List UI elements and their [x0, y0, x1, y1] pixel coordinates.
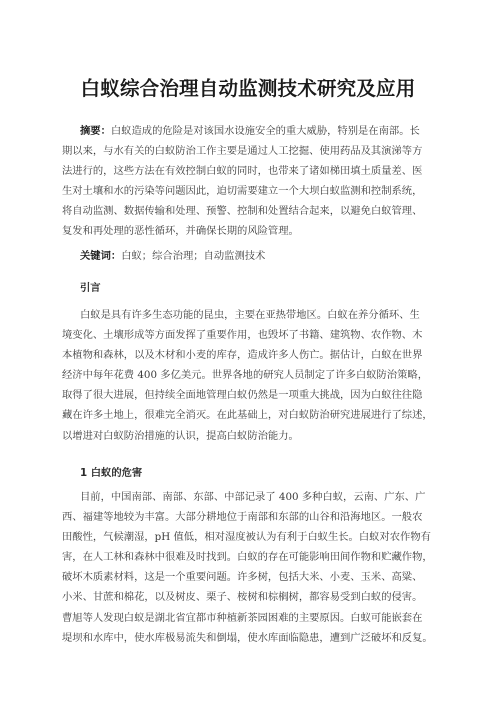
- abstract-label: 摘要：: [80, 125, 111, 137]
- abstract-line: [62, 121, 434, 141]
- section-1-line: 田酸性，气候潮湿，pH 值低，相对湿度被认为有利于白蚁生长。白蚁对农作物有: [62, 531, 431, 544]
- section-1-line: 害，在人工林和森林中很难及时找到。白蚁的存在可能影响田间作物和贮藏作物，: [62, 551, 433, 564]
- abstract-line: 生对土壤和水的污染等问题因此，迫切需要建立一个大坝白蚁监测和控制系统，: [62, 185, 423, 198]
- abstract-line: 期以来，与水有关的白蚁防治工作主要是通过人工挖掘、使用药品及其演涕等方: [62, 145, 423, 158]
- intro-line: 取得了很大进展，但持续全面地管理白蚁仍然是一项重大挑战，因为白蚁往往隐: [62, 389, 423, 402]
- section-1-line: 曹旭等人发现白蚁是湖北省宜都市种植新茶园困难的主要原因。白蚁可能嵌套在: [62, 611, 423, 624]
- section-1-line: 西、福建等地较为丰富。大部分耕地位于南部和东部的山谷和沿海地区。一般农: [62, 511, 423, 524]
- intro-heading: 引言: [80, 282, 101, 294]
- abstract-line: 复发和再处理的恶性循环，并确保长期的风险管理。: [62, 225, 299, 238]
- keywords-line: [62, 246, 434, 266]
- abstract-line: 将自动监测、数据传输和处理、预警、控制和处置结合起来，以避免白蚁管理、: [62, 205, 423, 218]
- intro-line: 经济中每年花费 400 多亿美元。世界各地的研究人员制定了许多白蚁防治策略，: [62, 369, 428, 382]
- intro-paragraph: [62, 305, 434, 446]
- keywords-text: 白蚁；综合治理；自动监测技术: [121, 250, 266, 262]
- keywords-block: [62, 246, 434, 266]
- abstract-line: 法进行的，这些方法在有效控制白蚁的同时，也带来了诸如梯田填土质量差、医: [62, 165, 423, 178]
- intro-line: 境变化、土壤形成等方面发挥了重要作用，也毁坏了书籍、建筑物、农作物、木: [62, 329, 423, 342]
- intro-line: 藏在许多土地上，很难完全消灭。在此基础上，对白蚁防治研究进展进行了综述，: [62, 409, 433, 422]
- abstract-block: [62, 121, 434, 242]
- section-1-line: 堤坝和水库中，使水库极易流失和倒塌，使水库面临隐患，遭到广泛破坏和反复。: [62, 631, 433, 644]
- intro-line: 以增进对白蚁防治措施的认识，提高白蚁防治能力。: [62, 429, 299, 442]
- intro-line: 本植物和森林，以及木材和小麦的库存，造成许多人伤亡。据估计，白蚁在世界: [62, 349, 423, 362]
- section-1-line: 目前，中国南部、南部、东部、中部记录了 400 多种白蚁，云南、广东、广: [80, 491, 426, 503]
- abstract-first-line: 白蚁造成的危险是对该国水设施安全的重大威胁，特别是在南部。长: [110, 125, 420, 137]
- section-1-line: 破坏木质素材料，这是一个重要问题。许多树，包括大米、小麦、玉米、高粱、: [62, 571, 423, 584]
- keywords-label: 关键词：: [80, 250, 122, 262]
- intro-line: 白蚁是具有许多生态功能的昆虫，主要在亚热带地区。白蚁在养分循环、生: [80, 309, 420, 321]
- section-1-heading: 1 白蚁的危害: [80, 467, 143, 479]
- section-1-paragraph: [62, 487, 434, 648]
- paper-title: 白蚁综合治理自动监测技术研究及应用: [80, 77, 416, 100]
- section-1-line: 小米、甘蔗和棉花，以及树皮、栗子、桉树和棕榈树，都容易受到白蚁的侵害。: [62, 591, 423, 604]
